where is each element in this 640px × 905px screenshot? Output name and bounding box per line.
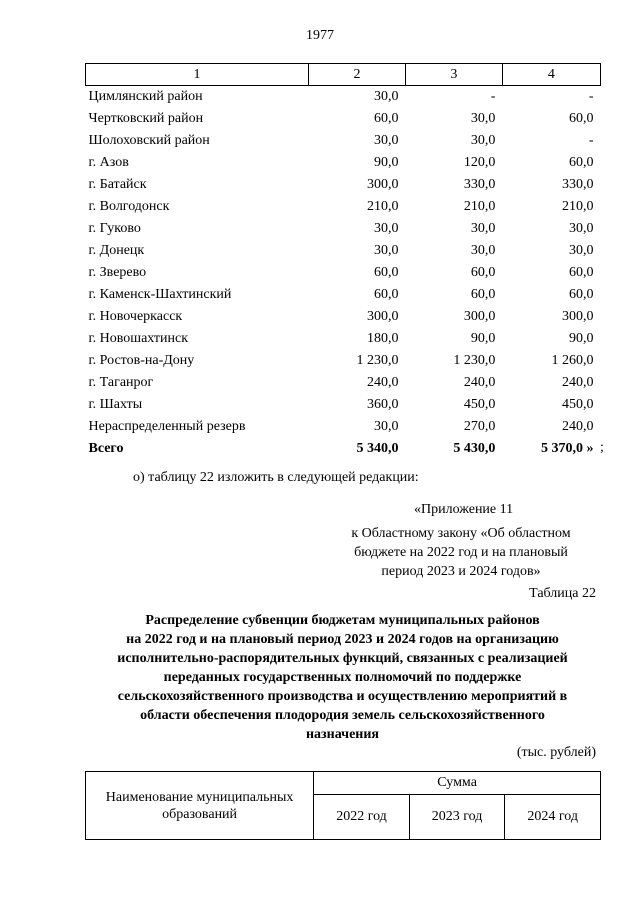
value-2023: 120,0 xyxy=(463,155,496,170)
municipality-name: г. Новошахтинск xyxy=(88,331,189,346)
municipality-name: Шолоховский район xyxy=(88,133,210,148)
value-2023: 30,0 xyxy=(470,243,496,258)
value-2023: 450,0 xyxy=(463,397,496,412)
title-line: переданных государственных полномочий по поддержке xyxy=(163,670,522,685)
appendix-ref-line: к Областному закону «Об областном xyxy=(351,526,571,541)
appendix-ref-line: бюджете на 2022 год и на плановый xyxy=(354,545,568,560)
value-2024: - xyxy=(588,89,594,104)
title-line: области обеспечения плодородия земель сельскохозяйственного xyxy=(140,708,545,723)
amendment-text: о) таблицу 22 изложить в следующей редакции: xyxy=(133,470,419,485)
title-line: сельскохозяйственного производства и осуществлению мероприятий в xyxy=(117,689,568,704)
municipality-name: г. Гуково xyxy=(88,221,141,236)
column-header-2023: 2023 год xyxy=(409,795,505,840)
municipality-name: Цимлянский район xyxy=(88,89,203,104)
title-line: назначения xyxy=(305,727,379,742)
title-line: Распределение субвенции бюджетам муниципальных районов xyxy=(145,613,540,628)
column-header-sum: Сумма xyxy=(314,772,601,795)
value-2024: 30,0 xyxy=(569,243,594,258)
value-2022: 60,0 xyxy=(373,111,399,126)
value-2023: 1 230,0 xyxy=(453,353,496,368)
value-2022: 30,0 xyxy=(373,419,399,434)
value-2024: - xyxy=(588,133,594,148)
table-header-row xyxy=(86,64,601,86)
value-2023: 330,0 xyxy=(463,177,496,192)
value-2023: 270,0 xyxy=(463,419,496,434)
appendix-reference xyxy=(330,524,592,581)
value-2022: 30,0 xyxy=(373,133,399,148)
value-2022: 60,0 xyxy=(373,265,399,280)
municipality-name: Нераспределенный резерв xyxy=(88,419,246,434)
value-2024: 210,0 xyxy=(562,199,594,214)
value-2022: 60,0 xyxy=(373,287,399,302)
column-number-2: 2 xyxy=(309,64,406,86)
value-2024: 300,0 xyxy=(562,309,594,324)
table-row xyxy=(86,108,601,130)
municipality-name: г. Зверево xyxy=(88,265,147,280)
appendix-title: «Приложение 11 xyxy=(414,502,514,517)
total-row xyxy=(86,438,601,460)
value-2024: 240,0 xyxy=(562,375,594,390)
table-row xyxy=(86,262,601,284)
total-2023: 5 430,0 xyxy=(453,441,496,456)
column-header-2024: 2024 год xyxy=(505,795,601,840)
table-row xyxy=(86,174,601,196)
column-number-1: 1 xyxy=(86,64,309,86)
table-row xyxy=(86,416,601,438)
column-header-name xyxy=(86,772,314,840)
value-2024: 30,0 xyxy=(569,221,594,236)
value-2022: 30,0 xyxy=(373,243,399,258)
municipality-name: г. Донецк xyxy=(88,243,145,258)
value-2023: 30,0 xyxy=(470,221,496,236)
table-row xyxy=(86,306,601,328)
table-label: Таблица 22 xyxy=(529,586,596,601)
value-2022: 210,0 xyxy=(366,199,399,214)
value-2022: 1 230,0 xyxy=(356,353,399,368)
table-22-header xyxy=(85,771,601,840)
total-label: Всего xyxy=(88,441,124,456)
column-number-3: 3 xyxy=(405,64,502,86)
title-line: на 2022 год и на плановый период 2023 и 2024 годов на организацию xyxy=(126,632,559,647)
table-row xyxy=(86,240,601,262)
municipality-name: г. Волгодонск xyxy=(88,199,170,214)
column-header-2022: 2022 год xyxy=(314,795,410,840)
value-2022: 180,0 xyxy=(366,331,399,346)
municipality-name: г. Азов xyxy=(88,155,129,170)
table-row xyxy=(86,394,601,416)
value-2024: 60,0 xyxy=(569,265,594,280)
table-row xyxy=(86,152,601,174)
table-row xyxy=(86,328,601,350)
value-2022: 300,0 xyxy=(366,177,399,192)
value-2022: 90,0 xyxy=(373,155,399,170)
value-2024: 1 260,0 xyxy=(551,353,594,368)
value-2023: 240,0 xyxy=(463,375,496,390)
table-row xyxy=(86,130,601,152)
column-number-4: 4 xyxy=(502,64,600,86)
value-2024: 60,0 xyxy=(569,111,594,126)
value-2024: 90,0 xyxy=(569,331,594,346)
table-row xyxy=(86,350,601,372)
title-line: исполнительно-распорядительных функций, связанных с реализацией xyxy=(117,651,568,666)
units-label: (тыс. рублей) xyxy=(516,745,596,760)
value-2022: 300,0 xyxy=(366,309,399,324)
value-2022: 240,0 xyxy=(366,375,399,390)
municipality-name: г. Шахты xyxy=(88,397,143,412)
municipality-name: г. Каменск-Шахтинский xyxy=(88,287,232,302)
value-2023: 30,0 xyxy=(470,111,496,126)
total-2022: 5 340,0 xyxy=(356,441,399,456)
table-row xyxy=(86,218,601,240)
total-2024: 5 370,0 » xyxy=(541,441,594,456)
value-2023: 60,0 xyxy=(470,287,496,302)
value-2023: 60,0 xyxy=(470,265,496,280)
value-2024: 240,0 xyxy=(562,419,594,434)
value-2023: - xyxy=(490,89,496,104)
appendix-ref-line: период 2023 и 2024 годов» xyxy=(381,564,541,579)
municipality-name: г. Новочеркасск xyxy=(88,309,183,324)
value-2024: 60,0 xyxy=(569,155,594,170)
column-header-name-line: Наименование муниципальных xyxy=(105,789,294,805)
municipality-name: г. Ростов-на-Дону xyxy=(88,353,195,368)
column-header-name-line: образований xyxy=(162,806,238,822)
table-row xyxy=(86,196,601,218)
value-2022: 30,0 xyxy=(373,89,399,104)
value-2022: 360,0 xyxy=(366,397,399,412)
municipality-name: г. Батайск xyxy=(88,177,147,192)
value-2024: 330,0 xyxy=(562,177,594,192)
value-2023: 90,0 xyxy=(470,331,496,346)
table-row xyxy=(86,372,601,394)
table-row xyxy=(86,86,601,109)
municipality-name: г. Таганрог xyxy=(88,375,154,390)
value-2023: 210,0 xyxy=(463,199,496,214)
table-title xyxy=(85,611,600,744)
municipality-name: Чертковский район xyxy=(88,111,204,126)
total-suffix: ; xyxy=(600,440,604,455)
value-2022: 30,0 xyxy=(373,221,399,236)
page-number: 1977 xyxy=(306,28,334,43)
value-2024: 450,0 xyxy=(562,397,594,412)
value-2024: 60,0 xyxy=(569,287,594,302)
value-2023: 30,0 xyxy=(470,133,496,148)
table-row xyxy=(86,284,601,306)
value-2023: 300,0 xyxy=(463,309,496,324)
subvention-table-continued xyxy=(85,63,601,460)
